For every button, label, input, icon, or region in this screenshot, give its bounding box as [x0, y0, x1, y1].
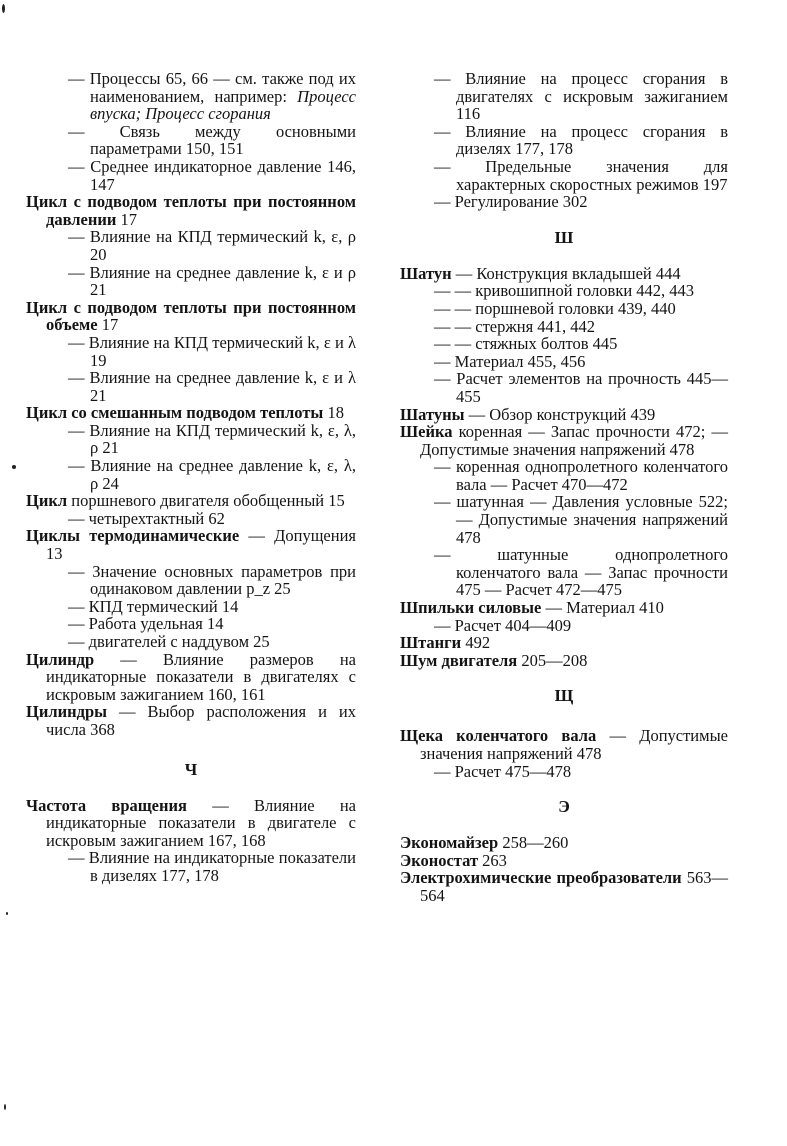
- index-entry-text: — Расчет элементов на прочность 445—455: [434, 369, 728, 406]
- index-subentry: [400, 763, 728, 781]
- index-subentry: [400, 546, 728, 599]
- index-entry-text: — двигателей с наддувом 25: [68, 632, 270, 651]
- index-entry: [26, 404, 356, 422]
- index-entry-text: — — кривошипной головки 442, 443: [434, 281, 695, 301]
- section-spacer: [400, 247, 728, 265]
- index-entry: [400, 652, 728, 670]
- index-entry-heading: Эконостат: [400, 850, 479, 870]
- index-subentry: [400, 335, 728, 353]
- index-subentry: [400, 493, 728, 546]
- index-entry-text: поршневого двигателя обобщенный 15: [67, 491, 345, 511]
- index-entry-italic-reference: Процесс впуска; Процесс сгорания: [90, 86, 356, 124]
- index-entry-heading: Цикл: [26, 491, 68, 511]
- index-subentry: [26, 849, 356, 884]
- index-subentry: [26, 334, 356, 369]
- index-entry: [400, 599, 728, 617]
- index-entry-heading: Щека коленчатого вала: [400, 726, 597, 746]
- index-subentry: [26, 615, 356, 633]
- index-entry-text: — Обзор конструкций 439: [464, 404, 656, 424]
- index-entry-text: 18: [323, 403, 344, 423]
- index-entry-text: — Влияние на процесс сгорания в двигателях с искровым зажиганием 116: [434, 69, 728, 124]
- section-letter-heading: Ш: [554, 227, 574, 247]
- index-entry-heading: Шпильки силовые: [400, 598, 542, 618]
- index-subentry: [26, 510, 356, 528]
- index-entry-text: — Влияние на КПД термический k, ε, λ, ρ 21: [68, 420, 356, 458]
- section-spacer: [400, 211, 728, 229]
- index-entry-text: — Влияние размеров на индикаторные показатели в двигателях с искровым зажиганием 160, 161: [46, 649, 356, 704]
- index-entry: [400, 852, 728, 870]
- section-spacer: [26, 739, 356, 761]
- index-entry-text: — Допущения 13: [46, 526, 356, 564]
- index-entry-text: — Связь между основными параметрами 150, 151: [68, 121, 356, 159]
- index-entry-text: 492: [461, 633, 491, 653]
- index-entry-text: — шатунные однопролетного коленчатого вала — Запас прочности 475 — Расчет 472—475: [434, 545, 728, 600]
- index-entry: [400, 727, 728, 762]
- index-subentry: [26, 228, 356, 263]
- section-spacer: [400, 816, 728, 834]
- index-subentry: [400, 158, 728, 193]
- index-entry-text: — Влияние на среднее давление k, ε и λ 21: [68, 368, 356, 405]
- index-entry-text: — Значение основных параметров при одинаковом давлении p_z 25: [68, 561, 356, 599]
- index-entry: [400, 406, 728, 424]
- index-subentry: [26, 422, 356, 457]
- section-letter-heading: Щ: [554, 686, 574, 706]
- index-entry-heading: Цикл с подводом теплоты при постоянном объеме: [26, 297, 356, 335]
- index-subentry: [400, 123, 728, 158]
- index-entry-text: — — стяжных болтов 445: [434, 334, 618, 354]
- index-entry-text: — Материал 455, 456: [434, 351, 586, 371]
- index-entry-heading: Цилиндры: [26, 702, 108, 722]
- index-entry-text: — Процессы 65, 66 — см. также под их наименованием, например:: [68, 69, 356, 106]
- index-entry: [26, 797, 356, 850]
- index-entry-text: — Выбор расположения и их числа 368: [46, 702, 356, 739]
- index-column-left: [26, 70, 356, 885]
- index-entry-text: — Конструкция вкладышей 444: [451, 263, 681, 283]
- index-entry-heading: Цикл с подводом теплоты при постоянном давлении: [26, 192, 356, 229]
- index-entry: [400, 834, 728, 852]
- index-column-right: [400, 70, 728, 905]
- index-entry-text: 17: [116, 209, 138, 229]
- print-speck: [6, 912, 8, 915]
- index-entry-heading: Цилиндр: [26, 649, 95, 669]
- index-entry: [400, 423, 728, 458]
- index-entry-heading: Экономайзер: [400, 833, 499, 853]
- index-entry: [26, 492, 356, 510]
- index-entry-text: — — поршневой головки 439, 440: [434, 298, 676, 318]
- index-subentry: [26, 158, 356, 193]
- section-spacer: [400, 705, 728, 727]
- index-entry: [26, 651, 356, 704]
- index-entry-text: — Влияние на КПД термический k, ε, ρ 20: [68, 227, 356, 264]
- index-entry-text: — коренная однопролетного коленчатого вала — Расчет 470—472: [434, 457, 728, 494]
- index-entry-text: — шатунная — Давления условные 522; — Допустимые значения напряжений 478: [434, 492, 728, 547]
- index-subentry: [400, 458, 728, 493]
- index-entry-text: 563—564: [420, 868, 729, 905]
- index-entry: [26, 527, 356, 562]
- index-subentry: [400, 617, 728, 635]
- index-entry: [400, 869, 728, 904]
- index-entry-heading: Электрохимические преобразователи: [400, 868, 682, 888]
- index-entry-text: — Материал 410: [541, 598, 664, 618]
- index-subentry: [400, 318, 728, 336]
- index-entry: [400, 634, 728, 652]
- index-entry-heading: Цикл со смешанным подводом теплоты: [26, 403, 324, 423]
- index-subentry: [26, 70, 356, 123]
- index-entry-text: — КПД термический 14: [68, 596, 239, 616]
- index-entry-text: — Влияние на индикаторные показатели в двигателе с искровым зажиганием 167, 168: [46, 795, 356, 850]
- index-entry: [400, 265, 728, 283]
- index-entry-text: — Работа удельная 14: [68, 614, 224, 634]
- print-speck: [2, 4, 5, 13]
- index-subentry: [400, 282, 728, 300]
- index-entry-text: — Среднее индикаторное давление 146, 147: [68, 156, 356, 194]
- index-entry-heading: Шум двигателя: [400, 650, 518, 670]
- index-entry-heading: Циклы термодинамические: [26, 526, 240, 546]
- index-entry-text: — Расчет 475—478: [434, 761, 572, 781]
- index-subentry: [400, 70, 728, 123]
- index-subentry: [26, 563, 356, 598]
- index-entry-text: — Влияние на среднее давление k, ε, λ, ρ 24: [68, 456, 356, 493]
- section-spacer: [400, 669, 728, 687]
- index-entry-heading: Шатун: [400, 263, 452, 283]
- index-entry-text: — четырехтактный 62: [68, 508, 225, 528]
- section-letter-heading: Ч: [184, 759, 198, 779]
- index-entry: [26, 193, 356, 228]
- index-entry-heading: Частота вращения: [26, 795, 187, 815]
- index-subentry: [26, 598, 356, 616]
- index-entry-heading: Шейка: [400, 422, 453, 442]
- index-entry-text: — Влияние на индикаторные показатели в дизелях 177, 178: [68, 848, 356, 885]
- index-subentry: [26, 457, 356, 492]
- index-subentry: [26, 369, 356, 404]
- index-entry-text: — Регулирование 302: [434, 192, 588, 212]
- index-subentry: [26, 264, 356, 299]
- index-entry-text: коренная — Запас прочности 472; — Допустимые значения напряжений 478: [420, 422, 728, 459]
- index-entry-text: — Предельные значения для характерных скоростных режимов 197: [434, 156, 728, 194]
- print-speck: [4, 1104, 6, 1110]
- index-subentry: [400, 353, 728, 371]
- index-entry-text: — Влияние на процесс сгорания в дизелях 177, 178: [434, 121, 728, 159]
- index-subentry: [26, 123, 356, 158]
- index-entry: [26, 299, 356, 334]
- index-entry-text: — — стержня 441, 442: [434, 316, 596, 336]
- index-entry-text: — Расчет 404—409: [434, 615, 572, 635]
- index-subentry: [400, 300, 728, 318]
- index-entry-text: 263: [478, 850, 507, 870]
- index-entry-text: 258—260: [498, 833, 569, 853]
- index-entry-heading: Шатуны: [400, 404, 465, 424]
- index-subentry: [400, 370, 728, 405]
- index-subentry: [26, 633, 356, 651]
- index-entry-heading: Штанги: [400, 633, 462, 653]
- index-entry-text: — Влияние на среднее давление k, ε и ρ 21: [68, 262, 356, 300]
- index-subentry: [400, 193, 728, 211]
- section-letter-heading: Э: [558, 797, 570, 817]
- index-entry: [26, 703, 356, 738]
- index-entry-text: 205—208: [517, 650, 588, 670]
- print-speck: [12, 465, 16, 469]
- index-entry-text: — Допустимые значения напряжений 478: [420, 726, 728, 763]
- index-entry-text: 17: [97, 315, 119, 335]
- section-spacer: [26, 779, 356, 797]
- section-spacer: [400, 780, 728, 798]
- index-entry-text: — Влияние на КПД термический k, ε и λ 19: [68, 332, 356, 370]
